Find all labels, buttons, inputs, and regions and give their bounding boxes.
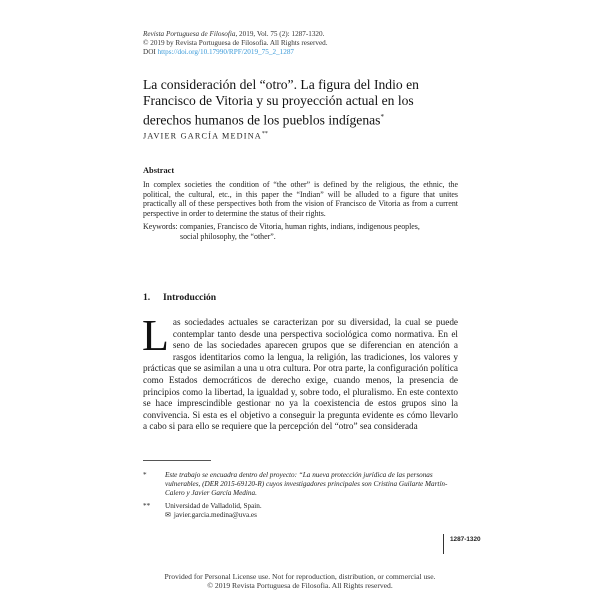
footnote-2-mark: ** <box>143 502 151 510</box>
footnote-2 <box>143 502 461 520</box>
body-text: as sociedades actuales se caracterizan por su diversidad, la cual se puede contemplar tanto desde una perspectiva sociológica como normativa. En el seno de las sociedades aparecen grupos que se diferencian en atención a rasgos identitarios como la lengua, la religión, las tradiciones, los valores y prácticas que se asimilan a una u otra cultura. Por otra parte, la configuración política como Estados democráticos de derecho exige, cuando menos, la presencia de principios como la libertad, la igualdad y, sobre todo, el pluralismo. En este contexto se hace imprescindible gestionar no ya la coexistencia de estos grupos sino la convivencia. Si esta es el objetivo a conseguir la pregunta evidente es cómo llevarlo a cabo si para ello se requiere que la percepción del “otro” sea considerada <box>143 317 458 432</box>
copyright-line: © 2019 by Revista Portuguesa de Filosofia. All Rights reserved. <box>143 39 328 47</box>
body-paragraph <box>142 311 458 433</box>
author-email[interactable]: javier.garcia.medina@uva.es <box>173 511 257 519</box>
keywords-label: Keywords: <box>143 222 178 231</box>
author-footnote-mark[interactable]: ** <box>261 131 268 137</box>
footnote-1-mark: * <box>143 471 147 479</box>
section-heading <box>143 292 216 303</box>
footnote-divider <box>143 460 211 461</box>
footnote-2-affiliation: Universidad de Valladolid, Spain. <box>165 502 262 510</box>
citation-details: , 2019, Vol. 75 (2): 1287-1320. <box>235 30 325 38</box>
license-notice <box>0 572 600 591</box>
section-number: 1. <box>143 292 151 303</box>
abstract-heading: Abstract <box>143 166 175 175</box>
doi-label: DOI <box>143 48 156 56</box>
keywords-line-2: social philosophy, the “other”. <box>180 231 276 241</box>
footnote-2-email-line <box>143 511 461 520</box>
doi-line <box>143 48 328 57</box>
footnote-1 <box>143 471 461 498</box>
envelope-icon: ✉ <box>165 511 171 519</box>
section-title: Introducción <box>163 292 217 303</box>
author-name <box>143 131 268 141</box>
keywords-line-1: companies, Francisco de Vitoria, human rights, indians, indigenous peoples, <box>177 222 420 231</box>
journal-name: Revista Portuguesa de Filosofia <box>143 30 236 38</box>
author-text: JAVIER GARCÍA MEDINA <box>143 131 262 141</box>
title-footnote-mark[interactable]: * <box>380 113 384 121</box>
footnote-1-text: Este trabajo se encuadra dentro del proyecto: “La nueva protección jurídica de las personas vulnerables, (DER 2015-69120-R) cuyos investigadores principales son Cristina Guilarte Martín-Calero y Javier García Medina. <box>165 471 448 497</box>
title-text: La consideración del “otro”. La figura del Indio en Francisco de Vitoria y su proyección actual en los derechos humanos de los pueblos indígenas <box>143 77 419 128</box>
abstract-text: In complex societies the condition of “the other” is defined by the religious, the ethnic, the political, the cultural, etc., in this paper the “Indian” will be alluded to a figure that unites practically all of these perspectives both from the vision of Francisco de Vitoria as from a current perspective in order to determine the status of their rights. <box>143 180 458 218</box>
license-line-2: © 2019 Revista Portuguesa de Filosofia. All Rights reserved. <box>207 581 393 591</box>
license-line-1: Provided for Personal License use. Not for reproduction, distribution, or commercial use. <box>164 572 436 581</box>
citation-line <box>143 30 328 39</box>
doi-link[interactable]: https://doi.org/10.17990/RPF/2019_75_2_1287 <box>157 48 295 56</box>
journal-meta <box>143 30 328 57</box>
paper-title <box>143 77 463 129</box>
keywords <box>143 222 461 241</box>
drop-cap: L <box>142 311 169 360</box>
page-range: 1287-1320 <box>443 534 481 554</box>
